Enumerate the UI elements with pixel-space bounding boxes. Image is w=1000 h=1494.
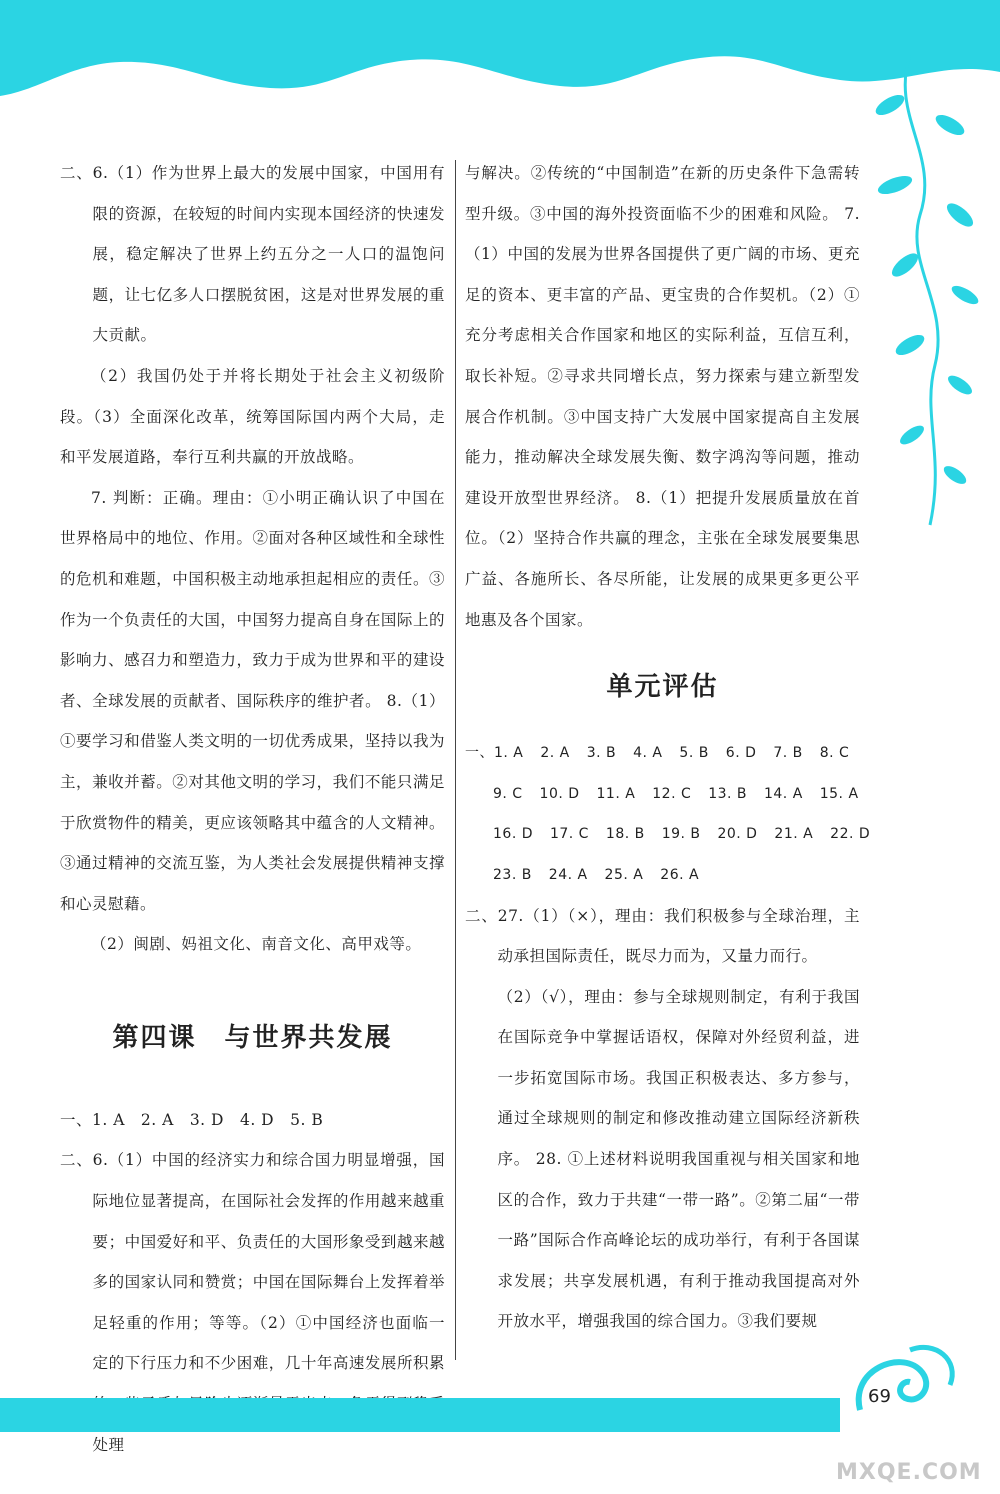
answer-paragraph: 二、6.（1）作为世界上最大的发展中国家，中国用有限的资源，在较短的时间内实现本国经济的快速发展，稳定解决了世界上约五分之一人口的温饱问题，让七亿多人口摆脱贫困，这是对世界发展的重大贡献。	[60, 164, 445, 345]
mcq-answer: 15. A	[819, 785, 859, 802]
mcq-answer: 6. D	[725, 745, 757, 762]
answer-paragraph: 二、6.（1）中国的经济实力和综合国力明显增强，国际地位显著提高，在国际社会发挥的作用越来越重要；中国爱好和平、负责任的大国形象受到越来越多的国家认同和赞赏；中国在国际舞台上发挥着举足轻重的作用；等等。（2）①中国经济也面临一定的下行压力和不少困难，几十年高速发展所积累 处理	[60, 1151, 445, 1454]
answer-paragraph: 二、27.（1）（×），理由：我们积极参与全球治理，主动承担国际责任，既尽力而为，又量力而行。	[465, 906, 860, 966]
mcq-answer: 20. D	[717, 826, 758, 843]
lesson-title: 第四课 与世界共发展	[112, 1022, 393, 1053]
mcq-answer: 5. B	[679, 745, 709, 762]
mcq-row	[465, 774, 860, 815]
bottom-accent-bar	[0, 1398, 840, 1432]
mcq-answer: 24. A	[548, 866, 588, 883]
mcq-answer: 22. D	[830, 826, 871, 843]
vine-decoration	[850, 55, 1000, 535]
answer-paragraph: （2）我国仍处于并将长期处于社会主义初级阶段。（3）全面深化改革，统筹国际国内两个大局，走和平发展道路，奉行互利共赢的开放战略。	[60, 366, 445, 467]
answer-paragraph: （2）（√），理由：参与全球规则制定，有利于我国在国际竞争中掌握话语权，保障对外经贸利益，进一步拓宽国际市场。我国正积极表达、多方参与，通过全球规则的制定和修改推动建立国际经济新秩序。 28. ①上述材料说明我国重视与相关国家和地区的合作，致力于共建“一带一路”。②第二届“一带一路”国际合作高峰论坛的成功举行，有利于各国谋求发展；共享发展机遇，有利于推动我国提高对外开放水平，增强我国的综合国力。③我们要规	[497, 987, 860, 1331]
watermark: MXQE.COM	[836, 1460, 982, 1485]
mcq-answer: 25. A	[604, 866, 644, 883]
answer-paragraph: 与解决。②传统的“中国制造”在新的历史条件下急需转型升级。③中国的海外投资面临不少的困难和风险。 7.（1）中国的发展为世界各国提供了更广阔的市场、更充足的资本、更丰富的产品、更宝贵的合作契机。（2）①充分考虑相关合作国家和地区的实际利益，互信互利，取长补短。②寻求共同增长点，努力探索与建立新型发展合作机制。③中国支持广大发展中国家提高自主发展能力，推动解决全球发展失衡、数字鸿沟等问题，推动建设开放型世界经济。 8.（1）把提升发展质量放在首位。（2）坚持合作共赢的理念，主张在全球发展要集思广益、各施所长、各尽所能，让发展的成果更多更公平地惠及各个国家。	[465, 164, 860, 629]
mcq-answer: 11. A	[596, 785, 636, 802]
mcq-answer: 21. A	[774, 826, 814, 843]
mcq-row	[465, 814, 871, 855]
mcq-answer: 17. C	[549, 826, 589, 843]
answer-paragraph: 7. 判断：正确。理由：①小明正确认识了中国在世界格局中的地位、作用。②面对各种区域性和全球性的危机和难题，中国积极主动地承担起相应的责任。③作为一个负责任的大国，中国努力提高自身在国际上的影响力、感召力和塑造力，致力于成为世界和平的建设者、全球发展的贡献者、国际秩序的维护者。 8.（1）①要学习和借鉴人类文明的一切优秀成果，坚持以我为主，兼收并蓄。②对其他文明的学习，我们不能只满足于欣赏物件的精美，更应该领略其中蕴含的人文精神。③通过精神的交流互鉴，为人类社会发展提供精神支撑和心灵慰藉。	[60, 488, 445, 913]
mcq-answer: 8. C	[819, 745, 850, 762]
page-number: 69	[868, 1386, 891, 1407]
mcq-answer: 18. B	[605, 826, 645, 843]
mcq-row	[465, 733, 860, 774]
mcq-row	[465, 855, 860, 896]
mcq-answer: 19. B	[661, 826, 701, 843]
mcq-answers: 一、1. A 2. A 3. D 4. D 5. B	[60, 1110, 324, 1129]
mcq-answer-grid	[465, 733, 871, 895]
answer-paragraph: （2）闽剧、妈祖文化、南音文化、高甲戏等。	[91, 935, 422, 954]
mcq-answer: 9. C	[493, 785, 523, 802]
mcq-answer: 7. B	[773, 745, 803, 762]
mcq-answer: 4. A	[633, 745, 663, 762]
mcq-answer: 12. C	[652, 785, 692, 802]
swirl-decoration	[840, 1330, 970, 1440]
mcq-answer: 14. A	[763, 785, 803, 802]
mcq-answer: 3. B	[586, 745, 617, 762]
right-column	[465, 153, 871, 1342]
mcq-answer: 一、1. A	[465, 745, 524, 762]
unit-title: 单元评估	[606, 672, 719, 703]
mcq-answer: 26. A	[660, 866, 700, 883]
mcq-answer: 10. D	[539, 785, 580, 802]
left-column	[60, 153, 445, 1465]
mcq-answer: 16. D	[493, 826, 533, 843]
mcq-answer: 13. B	[708, 785, 748, 802]
mcq-answer: 2. A	[540, 745, 570, 762]
mcq-answer: 23. B	[493, 866, 532, 883]
column-divider	[455, 160, 456, 1360]
